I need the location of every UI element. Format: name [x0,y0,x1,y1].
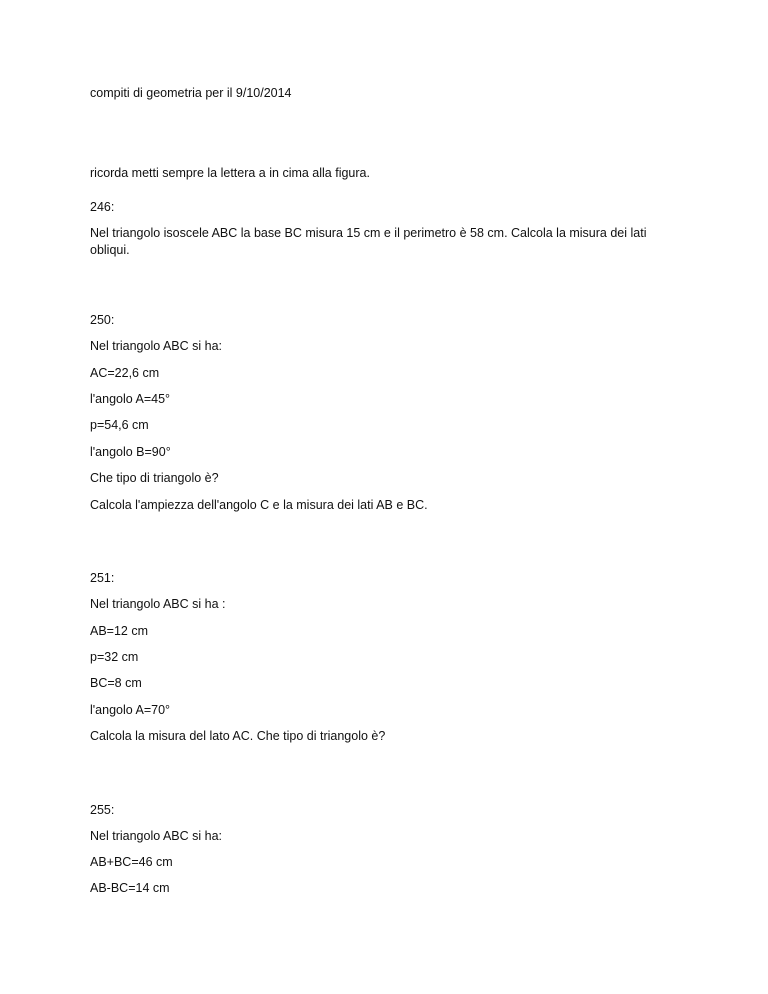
exercise-text: Nel triangolo isoscele ABC la base BC misura 15 cm e il perimetro è 58 cm. Calcola la misura dei lati obliqui. [90,226,647,257]
document-header: compiti di geometria per il 9/10/2014 [90,86,292,100]
exercise-text: p=54,6 cm [90,418,149,432]
exercise-text: l'angolo A=45° [90,392,171,406]
exercise-text: Calcola l'ampiezza dell'angolo C e la misura dei lati AB e BC. [90,498,428,512]
exercise-number: 255: [90,803,115,817]
exercise-number: 251: [90,571,115,585]
exercise-text: Calcola la misura del lato AC. Che tipo di triangolo è? [90,729,386,743]
exercise-text: Che tipo di triangolo è? [90,471,219,485]
exercise-text: Nel triangolo ABC si ha: [90,829,223,843]
exercise-text: AB+BC=46 cm [90,855,173,869]
exercise-text: BC=8 cm [90,676,142,690]
exercise-number: 250: [90,313,115,327]
exercise-text: Nel triangolo ABC si ha: [90,339,223,353]
exercise-text: p=32 cm [90,650,139,664]
exercise-text: AB=12 cm [90,624,149,638]
exercise-text: l'angolo A=70° [90,703,171,717]
exercise-text: Nel triangolo ABC si ha : [90,597,226,611]
exercise-text: AB-BC=14 cm [90,881,170,895]
exercise-text: l'angolo B=90° [90,445,171,459]
exercise-text: AC=22,6 cm [90,366,160,380]
exercise-number: 246: [90,200,115,214]
reminder-text: ricorda metti sempre la lettera a in cima alla figura. [90,166,370,180]
